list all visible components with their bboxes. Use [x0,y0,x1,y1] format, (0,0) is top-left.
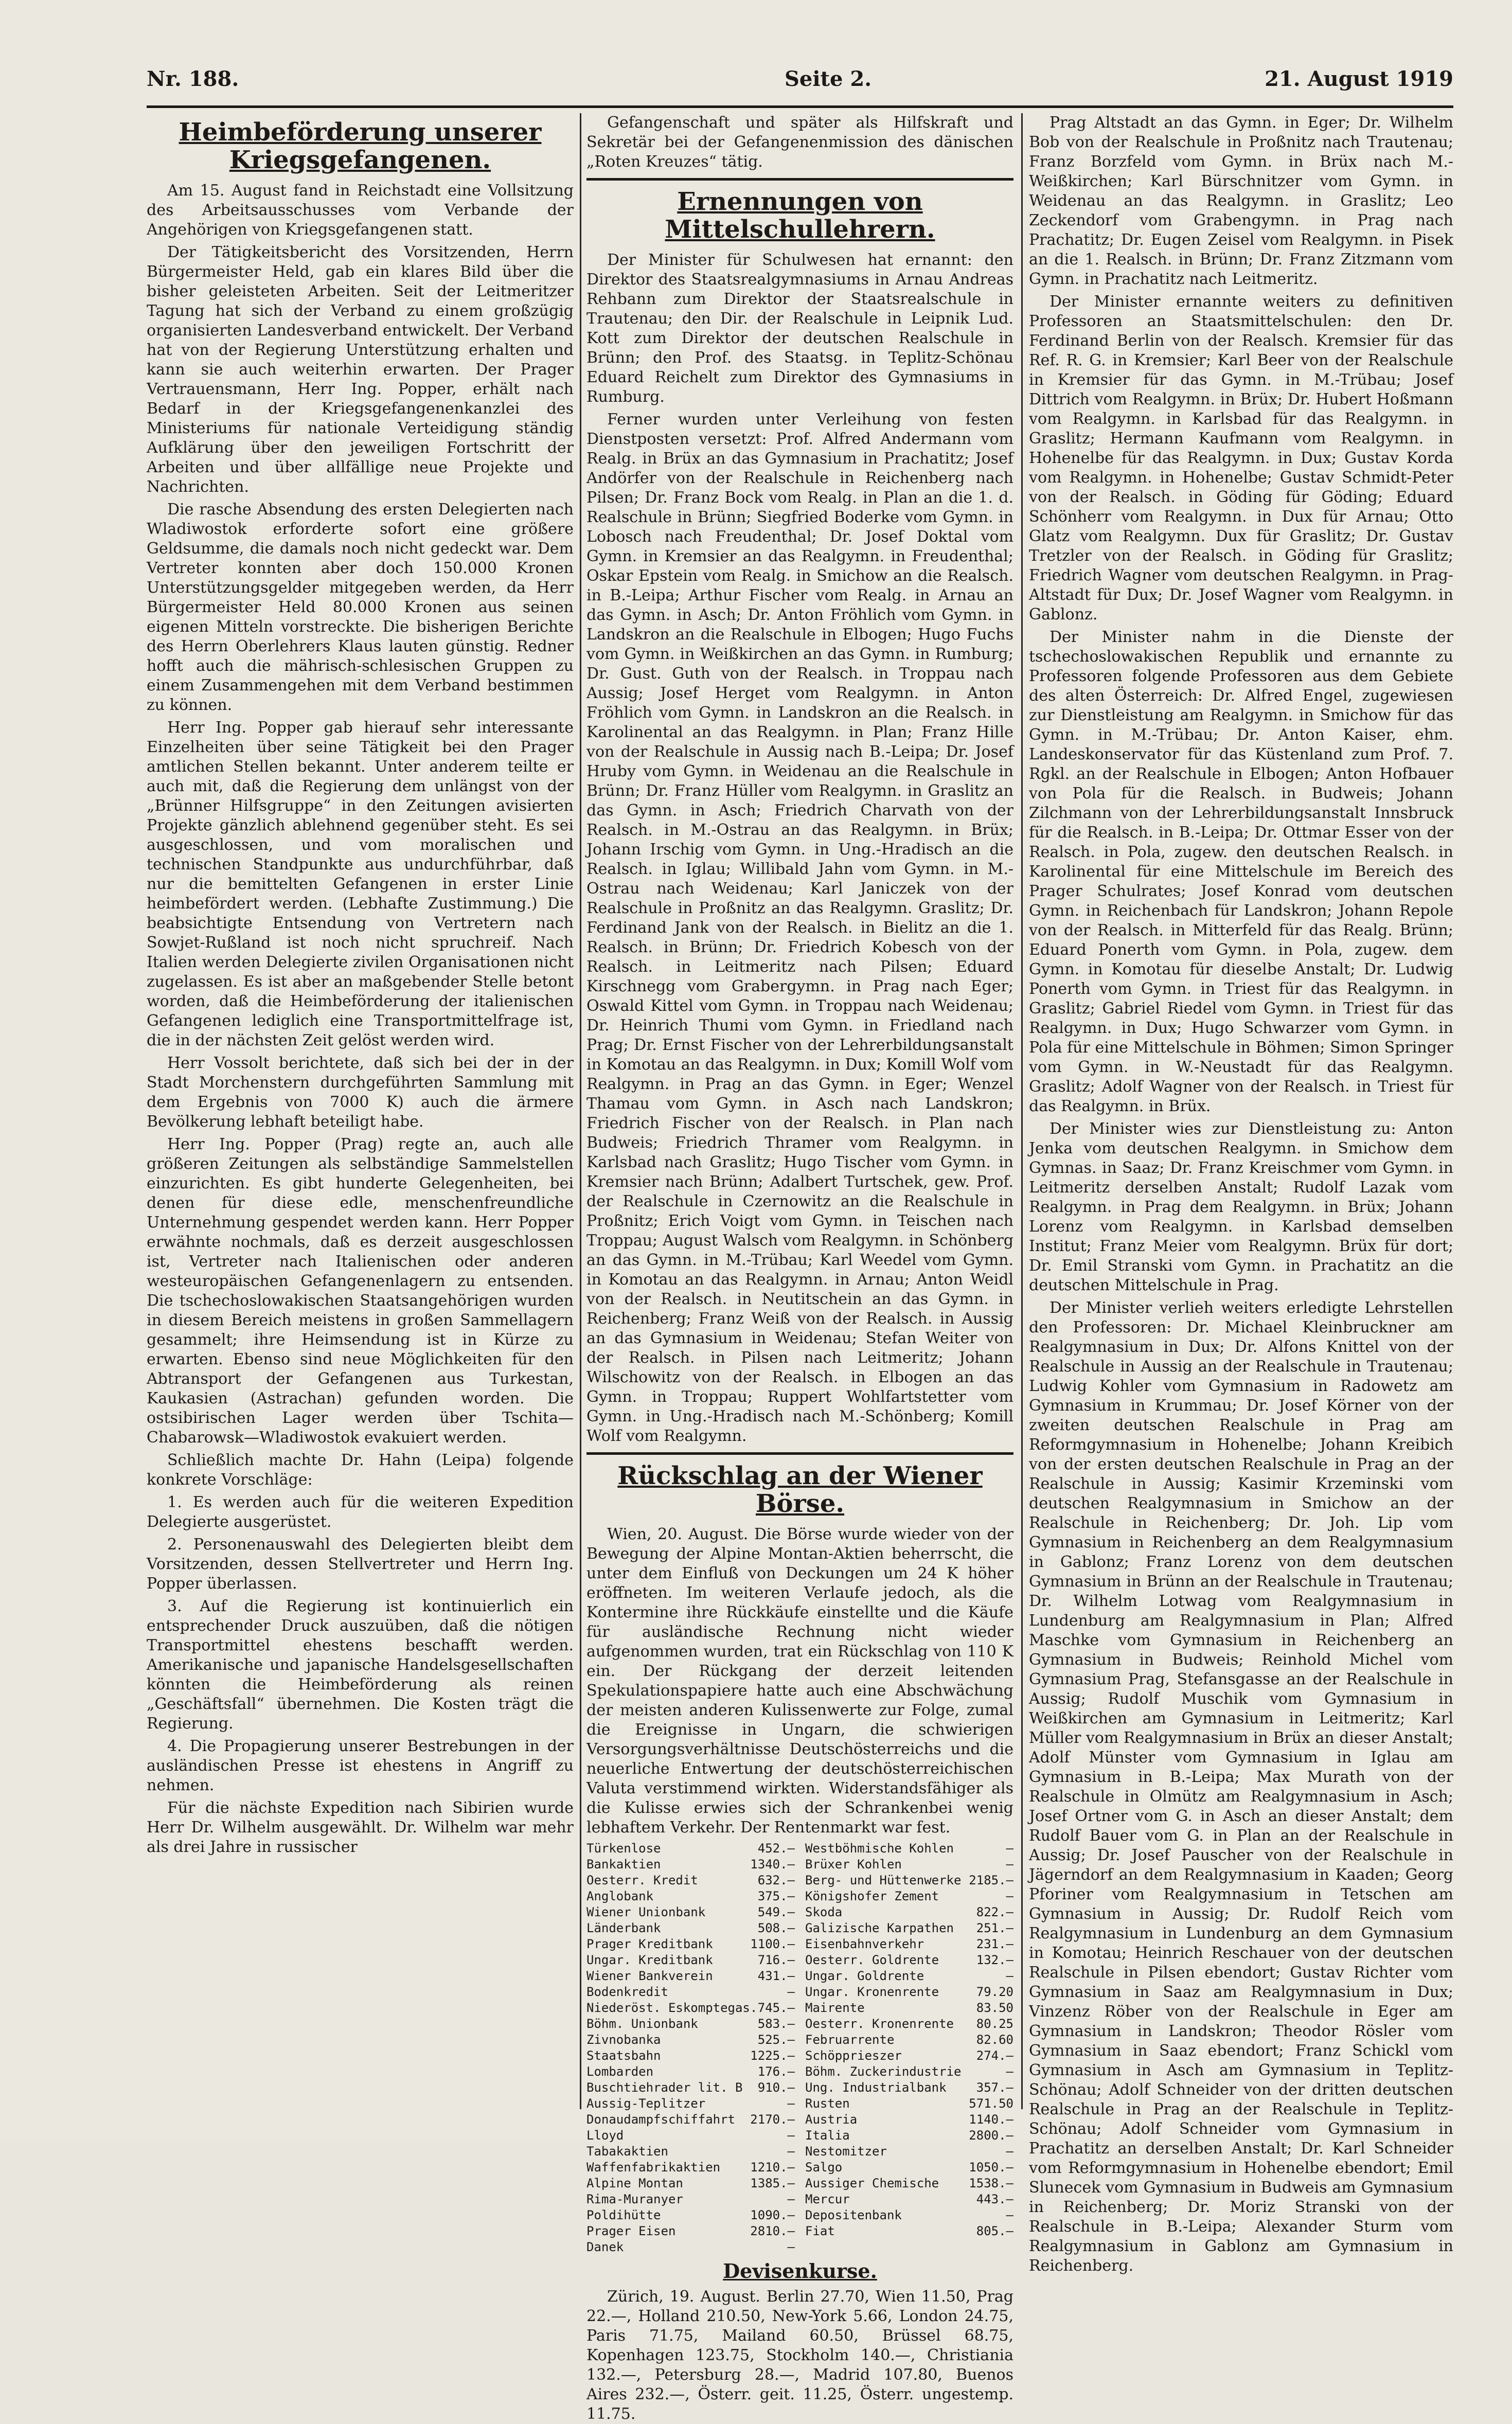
stock-price: 1140.— [969,2112,1013,2127]
paragraph: Der Minister ernannte weiters zu definitiven Professoren an Staatsmittelschulen: den Dr. Ferdinand Berlin von der Realsch. Kremsier für das Ref. R. G. in Kremsier; Karl Beer von der Realschule in Kremsier für das Gymn. in M.-Trübau; Josef Dittrich vom Realgymn. in Brüx; Dr. Hubert Hoßmann vom Realgymn. in Karlsbad für das Realgymn. in Graslitz; Hermann Kaufmann vom Realgymn. in Hohenelbe für das Realgymn. in Dux; Gustav Korda vom Realgymn. in Hohenelbe; Gustav Schmidt-Peter von der Realsch. in Göding für Göding; Eduard Schönherr vom Realgymn. in Dux für Arnau; Otto Glatz vom Realgymn. Dux für Graslitz; Dr. Gustav Tretzler von der Realsch. in Göding für Graslitz; Friedrich Wagner vom deutschen Realgymn. in Prag-Altstadt für Dux; Dr. Josef Wagner vom Realgymn. in Gablonz. [1029,293,1453,623]
stock-price: 2170.— [750,2112,795,2127]
stock-price: 83.50 [976,2001,1013,2015]
paragraph: Herr Ing. Popper (Prag) regte an, auch alle größeren Zeitungen als selbständige Sammelstellen einzurichten. Es gibt hunderte Gelegenheiten, bei denen für diese edle, menschenfreundliche Unternehmung gespendet werden kann. Herr Popper erwähnte nochmals, daß es derzeit ausgeschlossen ist, Vertreter nach Italienischen oder anderen westeuropäischen Gefangenenlagern zu entsenden. Die tschechoslowakischen Staatsangehörigen wurden in diesem Bereich meistens in großen Sammellagern gesammelt; ihre Heimsendung ist in Kürze zu erwarten. Ebenso sind neue Möglichkeiten für den Abtransport der Gefangenen aus Turkestan, Kaukasien (Astrachan) gefunden worden. Die ostsibirischen Lager werden über Tschita—Chabarowsk—Wladiwostok evakuiert werden. [147,1135,574,1447]
paragraph: Schließlich machte Dr. Hahn (Leipa) folgende konkrete Vorschläge: [147,1451,574,1489]
stock-name: Anglobank [586,1889,654,1903]
stock-row [805,1904,1013,1920]
stock-row [805,2016,1013,2032]
stock-name: Aussig-Teplitzer [586,2096,706,2111]
page-number: Seite 2. [785,67,872,91]
stock-row [805,2176,1013,2191]
stock-row [586,2000,795,2016]
stock-row [805,1841,1013,1857]
stock-price: 571.50 [969,2096,1013,2111]
stock-price: 1100.— [750,1937,795,1951]
stock-price: 357.— [976,2080,1013,2095]
stock-name: Waffenfabrikaktien [586,2160,721,2175]
stock-price: 231.— [976,1937,1013,1951]
stock-name: Niederöst. Eskomptegas. [586,2001,758,2015]
stock-price: — [787,2096,795,2111]
stock-row [586,1904,795,1920]
stock-price: 583.— [757,2017,795,2031]
stock-name: Buschtiehrader lit. B [586,2080,743,2095]
issue-date: 21. August 1919 [1265,67,1453,91]
stock-name: Brüxer Kohlen [805,1857,902,1872]
stock-row [586,1920,795,1936]
stock-name: Ungar. Kreditbank [586,1953,713,1967]
paragraph: 1. Es werden auch für die weiteren Expedition Delegierte ausgerüstet. [147,1493,574,1531]
stock-name: Oesterr. Kronenrente [805,2017,954,2031]
stock-row [805,2064,1013,2080]
stock-price: — [1006,1857,1013,1872]
stock-name: Mercur [805,2192,850,2206]
stock-price: — [1006,1841,1013,1856]
stock-name: Berg- und Hüttenwerke [805,1873,962,1887]
stock-price: — [1006,1889,1013,1903]
stock-table-left [586,1841,795,2255]
paragraph: Der Tätigkeitsbericht des Vorsitzenden, Herrn Bürgermeister Held, gab ein klares Bild über die bisher geleisteten Arbeiten. Seit der Leitmeritzer Tagung hat sich der Verband zu einem großzügig organisierten Landesverband entwickelt. Der Verband hat von der Regierung Unterstützung erhalten und kann sie auch weiterhin erwarten. Der Prager Vertrauensmann, Herr Ing. Popper, erhält nach Bedarf in der Kriegsgefangenenkanzlei des Ministeriums für nationale Verteidigung ständig Aufklärung über den jeweiligen Fortschritt der Arbeiten und über allfällige neue Projekte und Nachrichten. [147,243,574,496]
stock-name: Prager Eisen [586,2224,676,2238]
stock-price: 1225.— [750,2048,795,2063]
paragraph: Der Minister nahm in die Dienste der tschechoslowakischen Republik und ernannte zu Professoren folgende Professoren aus dem Gebiete des alten Österreich: Dr. Alfred Engel, zugewiesen zur Dienstleistung am Realgymn. in Smichow für das Gymn. in M.-Trübau; Dr. Anton Kaiser, ehm. Landeskonservator für das Küstenland zum Prof. 7. Rgkl. an der Realschule in Elbogen; Anton Hofbauer von Pola für die Realsch. in Budweis; Johann Zilchmann von der Lehrerbildungsanstalt Innsbruck für die Realsch. in B.-Leipa; Dr. Ottmar Esser von der Realsch. in Pola, zugew. den deutschen Realsch. in Karolinental für eine Mittelschule im Bereich des Prager Schulrates; Josef Konrad vom deutschen Gymn. in Reichenbach für Landskron; Johann Repole von der Realsch. in Mitterfeld für das Realg. Brünn; Eduard Ponerth vom Gymn. in Pola, zugew. dem Gymn. in Komotau für dieselbe Anstalt; Dr. Ludwig Ponerth vom Gymn. in Triest für das Realgymn. in Graslitz; Gabriel Riedel vom Gymn. in Triest für das Realgymn. in Dux; Hugo Schwarzer vom Gymn. in Pola für eine Mittelschule in Böhmen; Simon Springer vom Gymn. in W.-Neustadt für das Realgymn. Graslitz; Adolf Wagner von der Realsch. in Triest für das Realgymn. in Brüx. [1029,628,1453,1115]
stock-row [586,2048,795,2064]
stock-row [805,2223,1013,2239]
stock-price: 822.— [976,1905,1013,1919]
stock-name: Bodenkredit [586,1985,668,1999]
stock-name: Böhm. Unionbank [586,2017,698,2031]
stock-price: 2185.— [969,1873,1013,1887]
stock-row [586,2064,795,2080]
stock-row [586,1984,795,2000]
stock-row [586,1952,795,1968]
stock-row [805,2207,1013,2223]
paragraph: Der Minister für Schulwesen hat ernannt: den Direktor des Staatsrealgymnasiums in Arnau Andreas Rehbann zum Direktor der Staatsrealschule in Trautenau; den Dir. der Realschule in Leipnik Lud. Kott zum Direktor der deutschen Realschule in Brünn; den Prof. des Staatsg. in Teplitz-Schönau Eduard Reichelt zum Direktor des Gymnasiums in Rumburg. [586,251,1013,406]
stock-price: — [787,2240,795,2254]
stock-name: Aussiger Chemische [805,2176,939,2190]
stock-price: 805.— [976,2224,1013,2238]
stock-price: 251.— [976,1921,1013,1935]
stock-name: Wiener Bankverein [586,1969,713,1983]
stock-name: Nestomitzer [805,2144,887,2159]
stock-price: 1090.— [750,2208,795,2222]
stock-row [586,2032,795,2048]
header-rule [147,105,1453,108]
paragraph: Gefangenschaft und später als Hilfskraft und Sekretär bei der Gefangenenmission des dänischen „Roten Kreuzes“ tätig. [586,114,1013,171]
stock-price: 431.— [757,1969,795,1983]
stock-name: Skoda [805,1905,843,1919]
stock-price: 1538.— [969,2176,1013,2190]
paragraph: 3. Auf die Regierung ist kontinuierlich ein entsprechender Druck auszuüben, daß die nötigen Transportmittel ehestens beschafft werden. Amerikanische und japanische Handelsgesellschaften könnten die Heimbeförderung als reinen „Geschäftsfall“ übernehmen. Die Kosten trägt die Regierung. [147,1597,574,1733]
stock-name: Ungar. Goldrente [805,1969,924,1983]
stock-name: Oesterr. Goldrente [805,1953,939,1967]
stock-row [586,2160,795,2176]
issue-number: Nr. 188. [147,67,239,91]
stock-name: Türkenlose [586,1841,661,1856]
stock-price: 549.— [757,1905,795,1919]
stock-price: 910.— [757,2080,795,2095]
stock-name: Fiat [805,2224,835,2238]
stock-row [586,2191,795,2207]
stock-row [586,1873,795,1888]
stock-row [586,2144,795,2160]
article-title: Ernennungen von Mittelschullehrern. [665,187,935,244]
stock-name: Eisenbahnverkehr [805,1937,924,1951]
article-title: Heimbeförderung unserer Kriegsgefangenen. [179,118,542,174]
stock-row [805,1888,1013,1904]
stock-name: Danek [586,2240,624,2254]
stock-price: — [1006,2064,1013,2079]
stock-name: Ungar. Kronenrente [805,1985,939,1999]
stock-row [805,1936,1013,1952]
stock-price: 745.— [757,2001,795,2015]
stock-name: Italia [805,2128,850,2143]
stock-row [805,1920,1013,1936]
column-divider [580,113,581,2109]
stock-table [586,1841,1013,2255]
stock-name: Rusten [805,2096,850,2111]
stock-row [805,2096,1013,2112]
stock-price: — [1006,2144,1013,2159]
stock-row [586,2128,795,2144]
stock-row [586,1968,795,1984]
stock-price: 632.— [757,1873,795,1887]
stock-price: 132.— [976,1953,1013,1967]
stock-price: 1385.— [750,2176,795,2190]
stock-row [586,2112,795,2128]
stock-name: Ung. Industrialbank [805,2080,947,2095]
stock-row [805,1873,1013,1888]
stock-price: 716.— [757,1953,795,1967]
stock-name: Prager Kreditbank [586,1937,713,1951]
stock-price: 375.— [757,1889,795,1903]
stock-name: Bankaktien [586,1857,661,1872]
stock-name: Lloyd [586,2128,624,2143]
stock-name: Lombarden [586,2064,654,2079]
stock-row [805,2191,1013,2207]
stock-row [586,1857,795,1873]
stock-row [586,1888,795,1904]
stock-name: Tabakaktien [586,2144,668,2159]
article-title: Rückschlag an der Wiener Börse. [617,1461,983,1518]
stock-price: 176.— [757,2064,795,2079]
stock-row [586,2080,795,2096]
stock-row [805,2048,1013,2064]
stock-row [805,2128,1013,2144]
stock-name: Zivnobanka [586,2033,661,2047]
paragraph: Für die nächste Expedition nach Sibirien wurde Herr Dr. Wilhelm ausgewählt. Dr. Wilhelm war mehr als drei Jahre in russischer [147,1799,574,1856]
stock-row [586,2096,795,2112]
stock-price: 452.— [757,1841,795,1856]
stock-price: — [787,2192,795,2206]
paragraph: Herr Ing. Popper gab hierauf sehr interessante Einzelheiten über seine Tätigkeit bei den Prager amtlichen Stellen bekannt. Unter anderem teilte er auch mit, daß die Regierung dem unlängst von der „Brünner Hilfsgruppe“ in den Zeitungen avisierten Projekte gänzlich ablehnend gegenüber steht. Es sei ausgeschlossen, und vom moralischen und technischen Standpunkte aus undurchführbar, daß nur die bemittelten Gefangenen in erster Linie heimbefördert werden. (Lebhafte Zustimmung.) Die beabsichtigte Entsendung von Vertretern nach Sowjet-Rußland ist noch nicht spruchreif. Nach Italien werden Delegierte zivilen Organisationen nicht zugelassen. Es ist aber an maßgebender Stelle betont worden, daß die Heimbeförderung der italienischen Gefangenen lediglich eine Transportmittelfrage ist, die in der nächsten Zeit gelöst werden wird. [147,719,574,1049]
stock-price: 82.60 [976,2033,1013,2047]
stock-price: 1210.— [750,2160,795,2175]
paragraph: Der Minister verlieh weiters erledigte Lehrstellen den Professoren: Dr. Michael Kleinbruckner am Realgymnasium in Dux; Dr. Alfons Knittel von der Realschule in Aussig an der Realschule in Trautenau; Ludwig Kohler vom Gymnasium in Radowetz am Gymnasium in Krummau; Dr. Josef Körner von der zweiten deutschen Realschule in Prag am Reformgymnasium in Hohenelbe; Johann Kreibich von der ersten deutschen Realschule in Prag an der Realschule in Aussig; Kasimir Krzeminski vom deutschen Realgymnasium in Smichow an der Realschule in Reichenberg; Dr. Joh. Lip vom Gymnasium in Reichenberg an dem Realgymnasium in Gablonz; Franz Lorenz von dem deutschen Gymnasium in Brünn an der Realschule in Trautenau; Dr. Wilhelm Lotwag vom Realgymnasium in Lundenburg am Realgymnasium in Plan; Alfred Maschke vom Gymnasium in Reichenberg an Gymnasium in Budweis; Reinhold Michel vom Gymnasium Prag, Stefansgasse an der Realschule in Aussig; Rudolf Muschik vom Gymnasium in Weißkirchen am Gymnasium in Leitmeritz; Karl Müller vom Realgymnasium in Brüx an dieser Anstalt; Adolf Münster vom Gymnasium in Iglau am Gymnasium in B.-Leipa; Max Murath von der Realschule in Olmütz am Realgymnasium in Asch; Josef Ortner vom G. in Asch an dieser Anstalt; dem Rudolf Bauer vom G. in Plan an der Realschule in Aussig; Dr. Josef Pauscher von der Realschule in Jägerndorf an dem Realgymnasium in Kaaden; Georg Pforiner vom Realgymnasium in Tetschen am Gymnasium in Aussig; Dr. Rudolf Reich vom Realgymnasium in Lundenburg an dem Gymnasium in Komotau; Heinrich Reschauer von der deutschen Realschule in Pilsen ebendort; Gustav Richter vom Gymnasium in Saaz am Realgymnasium in Dux; Vinzenz Röber von der Realschule in Eger am Gymnasium in Landskron; Theodor Rösler vom Gymnasium in Saaz ebendort; Franz Schickl vom Gymnasium in Asch am Gymnasium in Teplitz-Schönau; Adolf Schneider von der dritten deutschen Realschule in Prag an der Realschule in Teplitz-Schönau; Adolf Schneider vom Gymnasium in Prachatitz an derselben Anstalt; Dr. Karl Schneider vom Reformgymnasium in Hohenelbe ebendort; Emil Slunecek vom Gymnasium in Budweis am Gymnasium in Reichenberg; Dr. Moriz Stranski von der Realschule in B.-Leipa; Alexander Sturm vom Realgymnasium in Gablonz am Gymnasium in Reichenberg. [1029,1299,1453,2275]
stock-name: Rima-Muranyer [586,2192,683,2206]
stock-name: Depositenbank [805,2208,902,2222]
stock-price: 443.— [976,2192,1013,2206]
stock-row [586,2223,795,2239]
column-2 [586,113,1013,2423]
stock-price: 2800.— [969,2128,1013,2143]
stock-row [805,2080,1013,2096]
paragraph: Wien, 20. August. Die Börse wurde wieder von der Bewegung der Alpine Montan-Aktien beherrscht, die unter dem Einfluß von Deckungen um 24 K höher eröffneten. Im weiteren Verlaufe jedoch, als die Kontermine ihre Rückkäufe einstellte und die Käufe für ausländische Rechnung nicht wieder aufgenommen wurden, trat ein Rückschlag von 110 K ein. Der Rückgang der derzeit leitenden Spekulationspapiere hatte auch eine Abschwächung der meisten anderen Kulissenwerte zur Folge, zumal die Ereignisse in Ungarn, die schwierigen Versorgungsverhältnisse Deutschösterreichs und die neuerliche Entwertung der deutschösterreichischen Valuta verstimmend wirkten. Widerstandsfähiger als die Kulisse erwies sich der Schrankenbei wenig lebhaftem Verkehr. Der Rentenmarkt war fest. [586,1525,1013,1837]
stock-row [586,2016,795,2032]
stock-name: Oesterr. Kredit [586,1873,698,1887]
stock-price: — [787,1985,795,1999]
stock-price: 508.— [757,1921,795,1935]
stock-price: — [787,2128,795,2143]
stock-row [805,2112,1013,2128]
section-rule [586,178,1013,181]
column-1 [147,113,574,2114]
page-header [147,67,1453,103]
stock-row [805,2160,1013,2176]
paragraph: Herr Vossolt berichtete, daß sich bei der in der Stadt Morchenstern durchgeführten Sammlung mit dem Ergebnis von 7000 K) auch die ärmere Bevölkerung lebhaft beteiligt habe. [147,1054,574,1131]
paragraph: Zürich, 19. August. Berlin 27.70, Wien 11.50, Prag 22.—, Holland 210.50, New-York 5.66, London 24.75, Paris 71.75, Mailand 60.50, Brüssel 68.75, Kopenhagen 123.75, Stockholm 140.—, Christiania 132.—, Petersburg 28.—, Madrid 107.80, Buenos Aires 232.—, Österr. geit. 11.25, Österr. ungestemp. 11.75. [586,2288,1013,2423]
stock-name: Königshofer Zement [805,1889,939,1903]
stock-row [805,1857,1013,1873]
stock-row [805,1952,1013,1968]
stock-table-right [805,1841,1013,2255]
stock-price: — [1006,1969,1013,1983]
stock-row [805,2032,1013,2048]
section-heading: Devisenkurse. [723,2259,877,2283]
stock-price: 1340.— [750,1857,795,1872]
stock-price: 80.25 [976,2017,1013,2031]
paragraph: 4. Die Propagierung unserer Bestrebungen in der ausländischen Presse ist ehestens in Angriff zu nehmen. [147,1737,574,1794]
stock-name: Salgo [805,2160,843,2175]
stock-row [805,2144,1013,2160]
stock-price: 525.— [757,2033,795,2047]
stock-name: Poldihütte [586,2208,661,2222]
stock-row [586,2207,795,2223]
stock-name: Länderbank [586,1921,661,1935]
stock-price: 1050.— [969,2160,1013,2175]
stock-price: 2810.— [750,2224,795,2238]
stock-row [805,1984,1013,2000]
stock-name: Donaudampfschiffahrt [586,2112,735,2127]
paragraph: Ferner wurden unter Verleihung von festen Dienstposten versetzt: Prof. Alfred Andermann vom Realg. in Brüx an das Gymnasium in Prachatitz; Josef Andörfer von der Realschule in Reichenberg nach Pilsen; Dr. Franz Bock vom Realg. in Plan an die 1. d. Realschule in Brünn; Siegfried Boderke vom Gymn. in Lobosch nach Freudenthal; Dr. Josef Doktal vom Gymn. in Kremsier an das Realgymn. in Freudenthal; Oskar Epstein vom Realg. in Smichow an die Realsch. in B.-Leipa; Arthur Fischer vom Realg. in Arnau an das Gymn. in Asch; Dr. Anton Fröhlich vom Gymn. in Landskron an die Realschule in Elbogen; Hugo Fuchs vom Gymn. in Weißkirchen an das Gymn. in Rumburg; Dr. Gust. Guth von der Realsch. in Troppau nach Aussig; Josef Herget vom Realgymn. in Anton Fröhlich vom Gymn. in Landskron an die Realsch. in Karolinental an das Realgymn. in Plan; Franz Hille von der Realschule in Aussig nach B.-Leipa; Dr. Josef Hruby vom Gymn. in Weidenau an die Realschule in Brünn; Dr. Franz Hüller vom Realgymn. in Graslitz an das Gymn. in Asch; Friedrich Charvath von der Realsch. in M.-Ostrau an das Realgymn. in Brüx; Johann Irschig vom Gymn. in Ung.-Hradisch an die Realsch. in Iglau; Willibald Jahn vom Gymn. in M.-Ostrau nach Weidenau; Karl Janiczek von der Realschule in Proßnitz an das Realgymn. Graslitz; Dr. Ferdinand Jank von der Realsch. in Bielitz an die 1. Realsch. in Brünn; Dr. Friedrich Kobesch von der Realsch. in Leitmeritz nach Pilsen; Eduard Kirschnegg vom Grabergymn. in Prag nach Eger; Oswald Kittel vom Gymn. in Troppau nach Weidenau; Dr. Heinrich Thumi vom Gymn. in Friedland nach Prag; Dr. Ernst Fischer von der Lehrerbildungsanstalt in Komotau an das Realgymn. in Dux; Komill Wolf vom Realgymn. in Prag an das Gymn. in Eger; Wenzel Thamau vom Gymn. in Asch nach Landskron; Friedrich Fischer von der Realsch. in Plan nach Budweis; Friedrich Thramer vom Realgymn. in Karlsbad nach Graslitz; Hugo Tischer vom Gymn. in Kremsier nach Brünn; Adalbert Turtschek, gew. Prof. der Realschule in Czernowitz an die Realschule in Proßnitz; Erich Voigt vom Gymn. in Teischen nach Troppau; August Walsch vom Realgymn. in Schönberg an das Gymn. in M.-Trübau; Karl Weedel vom Gymn. in Komotau an das Realgymn. in Arnau; Anton Weidl von der Realsch. in Neutitschein an das Gymn. in Reichenberg; Franz Weiß von der Realsch. in Aussig an das Gymnasium in Weidenau; Stefan Weiter von der Realsch. in Pilsen nach Leitmeritz; Johann Wilschowitz von der Realsch. in Elbogen an das Gymn. in Troppau; Ruppert Wohlfartstetter vom Gymn. in Ung.-Hradisch nach M.-Schönberg; Komill Wolf vom Realgymn. [586,411,1013,1445]
stock-name: Mairente [805,2001,865,2015]
stock-price: 79.20 [976,1985,1013,1999]
section-rule [586,1452,1013,1455]
paragraph: Die rasche Absendung des ersten Delegierten nach Wladiwostok erforderte sofort eine größere Geldsumme, die damals noch nicht gedeckt war. Dem Vertreter konnten aber doch 150.000 Kronen Unterstützungsgelder mitgegeben werden, da Herr Bürgermeister Held 80.000 Kronen aus seinen eigenen Mitteln vorstreckte. Die bisherigen Berichte des Herrn Oberlehrers Klaus lauten günstig. Redner hofft auch die mährisch-schlesischen Gruppen zu einem Zusammengehen mit dem Verband bestimmen zu können. [147,501,574,714]
stock-name: Wiener Unionbank [586,1905,706,1919]
stock-price: — [1006,2208,1013,2222]
stock-name: Galizische Karpathen [805,1921,954,1935]
paragraph: Prag Altstadt an das Gymn. in Eger; Dr. Wilhelm Bob von der Realschule in Proßnitz nach Trautenau; Franz Borzfeld vom Gymn. in Brüx nach M.-Weißkirchen; Karl Bürschnitzer vom Gymn. in Weidenau an das Realgymn. in Graslitz; Leo Zeckendorf vom Grabengymn. in Prag nach Prachatitz; Dr. Eugen Zeisel vom Realgymn. in Pisek an die 1. Realsch. in Brünn; Dr. Franz Zitzmann vom Gymn. in Prachatitz nach Leitmeritz. [1029,114,1453,288]
stock-row [586,1841,795,1857]
stock-row [586,2176,795,2191]
paragraph: Der Minister wies zur Dienstleistung zu: Anton Jenka vom deutschen Realgymn. in Smichow dem Gymnas. in Saaz; Dr. Franz Kreischmer vom Gymn. in Leitmeritz derselben Anstalt; Rudolf Lazak vom Realgymn. in Prag dem Realgymn. in Brüx; Johann Lorenz vom Realgymn. in Karlsbad demselben Institut; Franz Meier vom Realgymn. Brüx für dort; Dr. Emil Stranski vom Gymn. in Prachatitz an die deutschen Mittelschule in Prag. [1029,1120,1453,1294]
paragraph: 2. Personenauswahl des Delegierten bleibt dem Vorsitzenden, dessen Stellvertreter und Herrn Ing. Popper überlassen. [147,1536,574,1593]
stock-price: 274.— [976,2048,1013,2063]
stock-row [586,2239,795,2255]
stock-name: Alpine Montan [586,2176,683,2190]
stock-name: Schöpprieszer [805,2048,902,2063]
stock-name: Westböhmische Kohlen [805,1841,954,1856]
stock-row [586,1936,795,1952]
stock-name: Austria [805,2112,858,2127]
stock-row [805,1968,1013,1984]
stock-row [805,2000,1013,2016]
column-3 [1029,113,1453,2275]
paragraph: Am 15. August fand in Reichstadt eine Vollsitzung des Arbeitsausschusses vom Verbande der Angehörigen von Kriegsgefangenen statt. [147,182,574,239]
stock-name: Februarrente [805,2033,895,2047]
stock-name: Böhm. Zuckerindustrie [805,2064,962,2079]
stock-name: Staatsbahn [586,2048,661,2063]
column-divider [1021,113,1023,2109]
stock-price: — [787,2144,795,2159]
